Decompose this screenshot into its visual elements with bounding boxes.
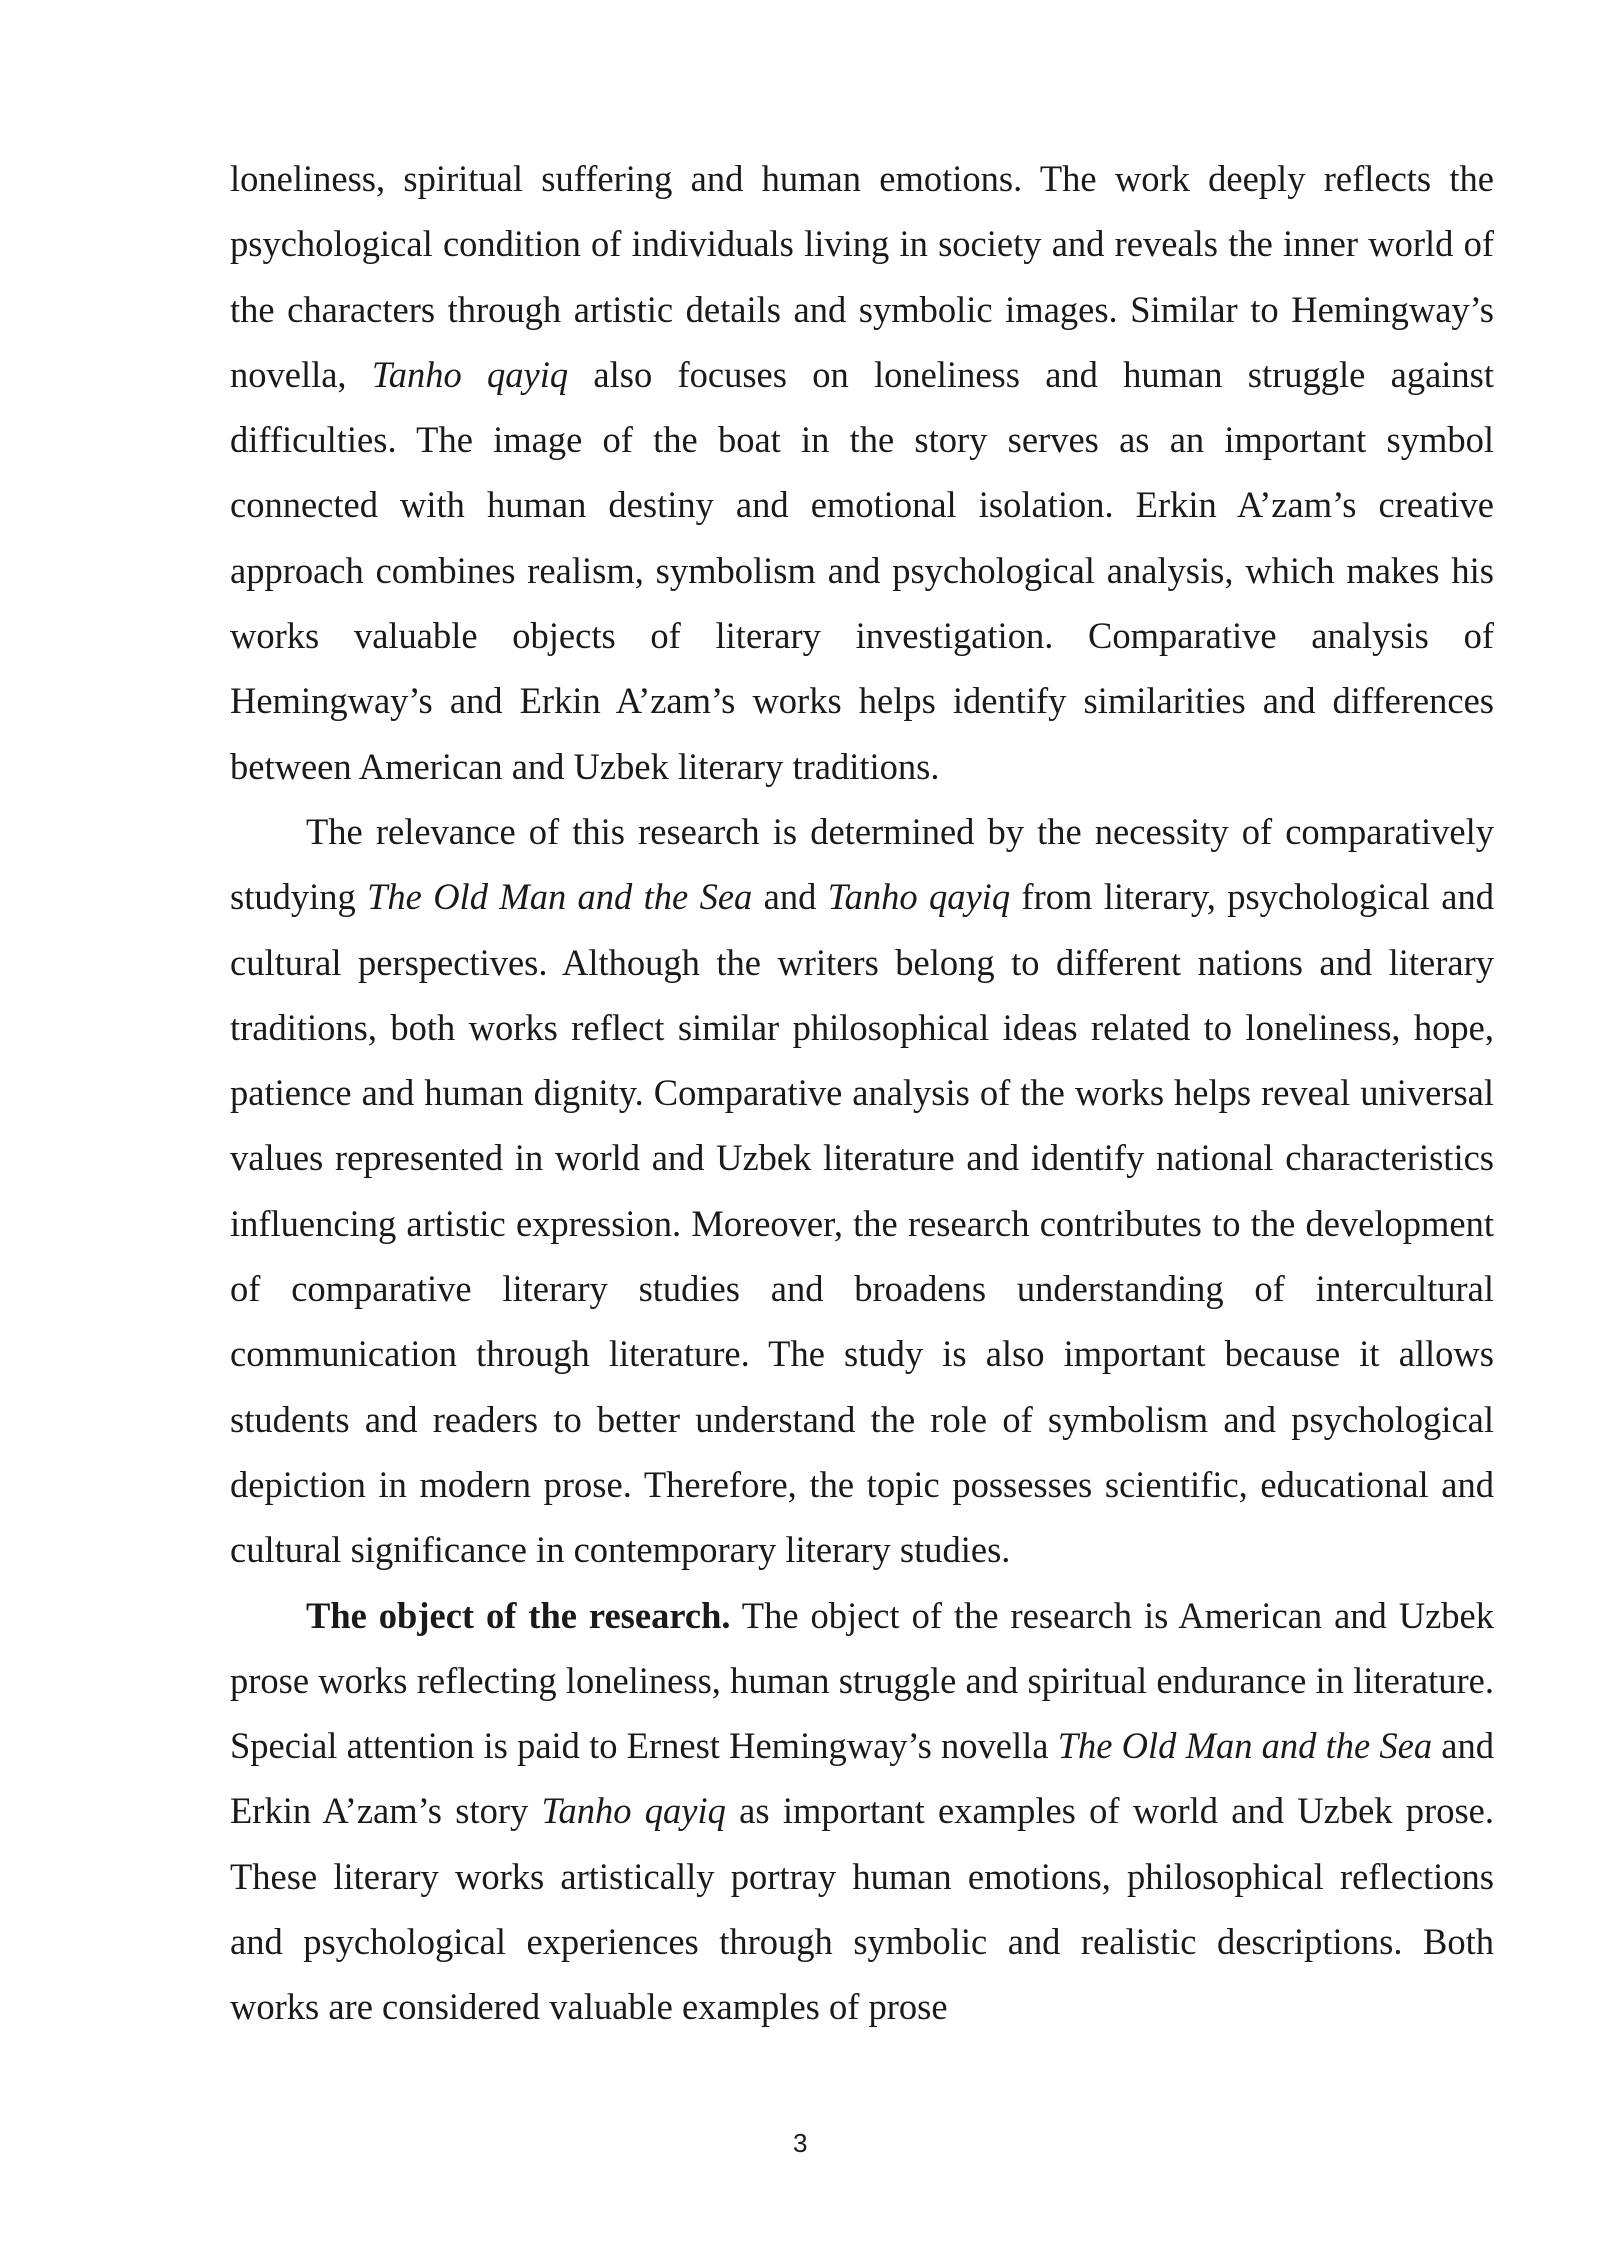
text-run: The object of the research is American and Uzbek prose works reflecting loneliness, human struggle and spiritual endurance in literature. Special attention is paid to Ernest Hemingway’s novella	[230, 1594, 1494, 1767]
italic-title-old-man-and-the-sea: The Old Man and the Sea	[367, 876, 753, 918]
italic-title-tanho-qayiq: Tanho qayiq	[827, 876, 1011, 918]
text-run: and	[752, 876, 828, 918]
italic-title-tanho-qayiq: Tanho qayiq	[371, 353, 569, 395]
italic-title-tanho-qayiq: Tanho qayiq	[541, 1790, 726, 1832]
text-run: loneliness, spiritual suffering and human emotions. The work deeply reflects the psychological condition of individuals living in society and reveals the inner world of the characters through artistic details and symbolic images. Similar to Hemingway’s novella,	[230, 158, 1494, 395]
text-run: The relevance of this research is determined by the necessity of comparatively studying	[230, 810, 1494, 918]
paragraph-continuation	[230, 146, 1494, 799]
body-text	[230, 146, 1494, 2040]
italic-title-old-man-and-the-sea: The Old Man and the Sea	[1057, 1725, 1433, 1767]
section-heading-object: The object of the research.	[306, 1594, 731, 1636]
text-run: and Erkin A’zam’s story	[230, 1725, 1495, 1832]
paragraph-object-of-research	[230, 1583, 1494, 2040]
text-run: as important examples of world and Uzbek prose. These literary works artistically portray human emotions, philosophical reflections and psychological experiences through symbolic and realistic descriptions. Both works are considered valuable examples of prose	[230, 1790, 1494, 2028]
text-run: from literary, psychological and cultural perspectives. Although the writers belong to different nations and literary traditions, both works reflect similar philosophical ideas related to loneliness, hope, patience and human dignity. Comparative analysis of the works helps reveal universal values represented in world and Uzbek literature and identify national characteristics influencing artistic expression. Moreover, the research contributes to the development of comparative literary studies and broadens understanding of intercultural communication through literature. The study is also important because it allows students and readers to better understand the role of symbolism and psychological depiction in modern prose. Therefore, the topic possesses scientific, educational and cultural significance in contemporary literary studies.	[230, 876, 1494, 1571]
paragraph-relevance	[230, 799, 1494, 1583]
text-run: also focuses on loneliness and human struggle against difficulties. The image of the boat in the story serves as an important symbol connected with human destiny and emotional isolation. Erkin A’zam’s creative approach combines realism, symbolism and psychological analysis, which makes his works valuable objects of literary investigation. Comparative analysis of Hemingway’s and Erkin A’zam’s works helps identify similarities and differences between American and Uzbek literary traditions.	[230, 353, 1495, 787]
page-number-text: 3	[793, 2128, 808, 2158]
